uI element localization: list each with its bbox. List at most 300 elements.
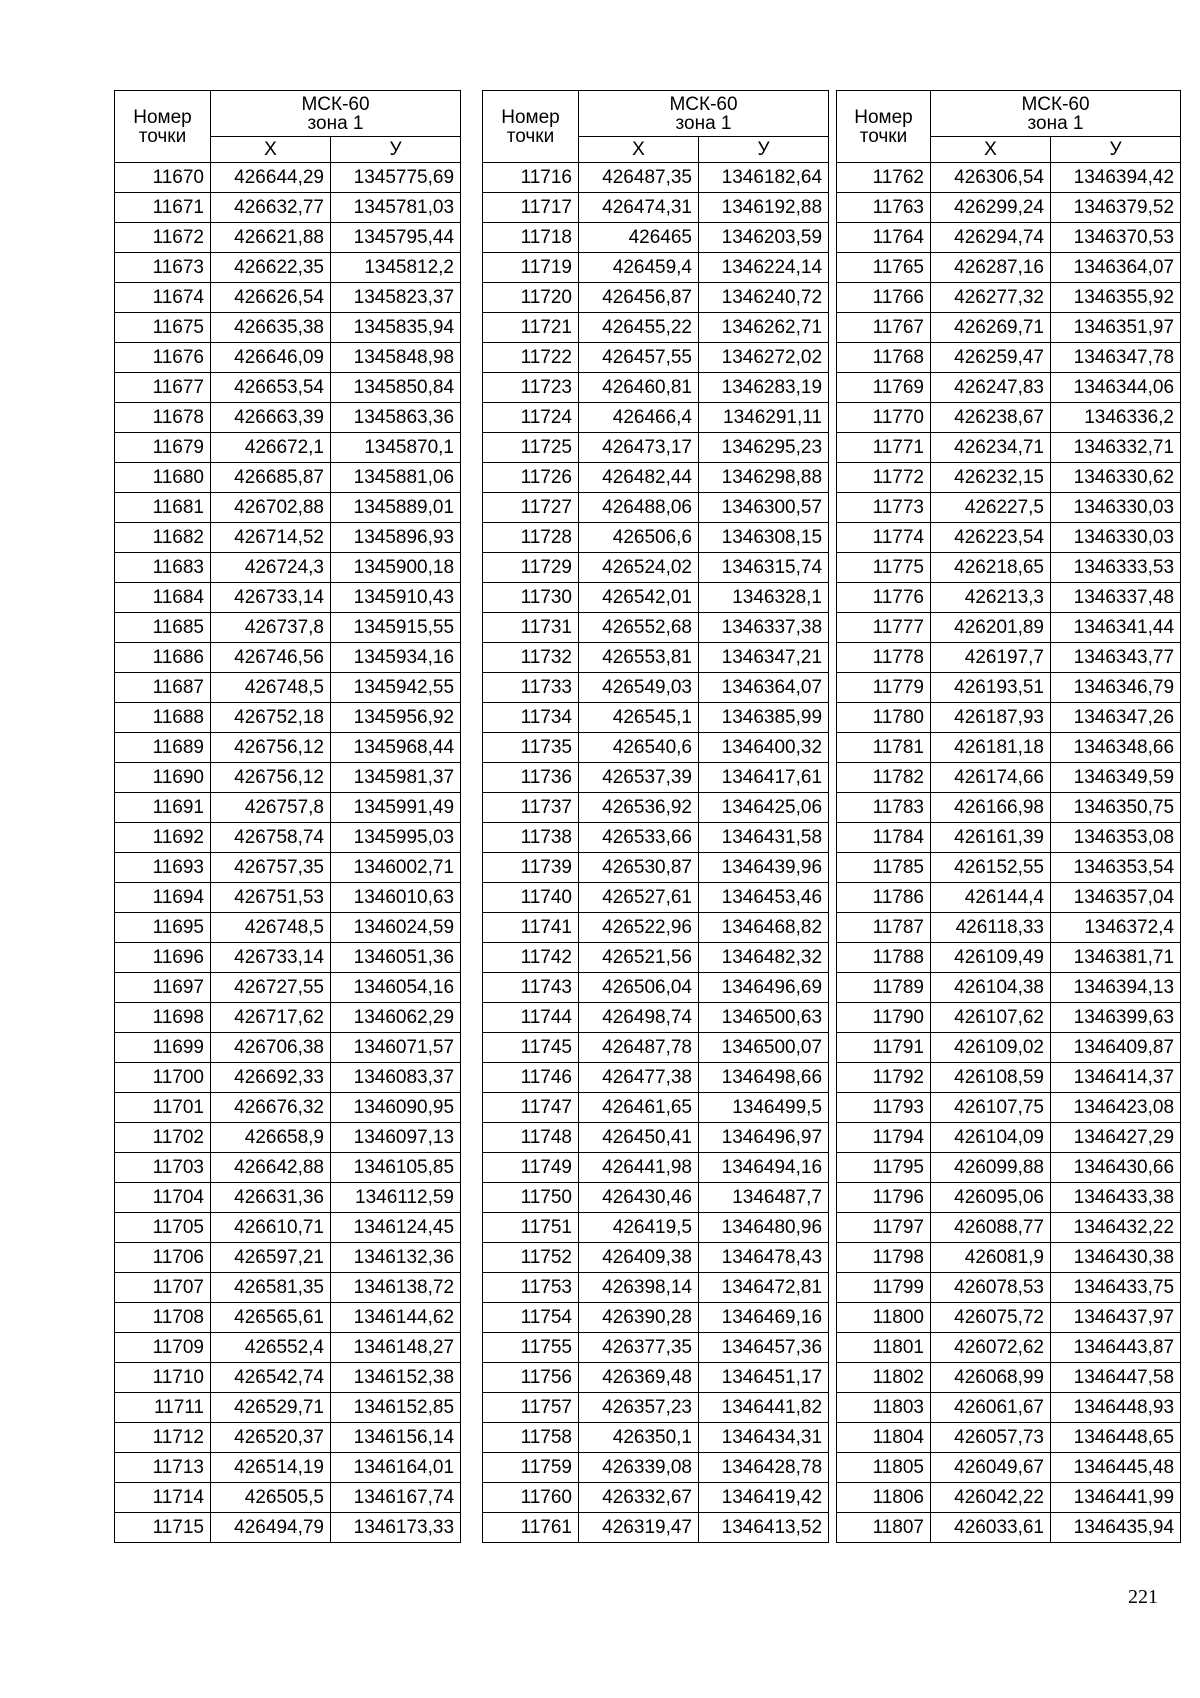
point-number-cell: 11739: [483, 853, 579, 883]
table-row: [483, 1123, 829, 1153]
point-number-cell: 11771: [837, 433, 931, 463]
y-coord-cell: 1346090,95: [331, 1093, 461, 1123]
point-number-cell: 11674: [115, 283, 211, 313]
point-number-cell: 11714: [115, 1483, 211, 1513]
y-coord-cell: 1346414,37: [1051, 1063, 1181, 1093]
table-row: [483, 1303, 829, 1333]
table-row: [115, 1453, 461, 1483]
table-row: [483, 1243, 829, 1273]
table-row: [115, 223, 461, 253]
y-coord-cell: 1346203,59: [699, 223, 829, 253]
header-system-line2: зона 1: [307, 112, 364, 134]
table-row: [483, 1423, 829, 1453]
y-coord-cell: 1346370,53: [1051, 223, 1181, 253]
table-row: [837, 553, 1181, 583]
x-coord-cell: 426057,73: [931, 1423, 1051, 1453]
table-row: [115, 523, 461, 553]
point-number-cell: 11790: [837, 1003, 931, 1033]
y-coord-cell: 1346024,59: [331, 913, 461, 943]
y-coord-cell: 1346394,42: [1051, 163, 1181, 193]
y-coord-cell: 1345812,2: [331, 253, 461, 283]
y-coord-cell: 1345956,92: [331, 703, 461, 733]
y-coord-cell: 1345910,43: [331, 583, 461, 613]
table-row: [115, 163, 461, 193]
x-coord-cell: 426676,32: [211, 1093, 331, 1123]
table-row: [837, 1423, 1181, 1453]
table-row: [483, 853, 829, 883]
table-row: [837, 1213, 1181, 1243]
x-coord-cell: 426748,5: [211, 673, 331, 703]
x-coord-cell: 426144,4: [931, 883, 1051, 913]
point-number-cell: 11764: [837, 223, 931, 253]
x-coord-cell: 426218,65: [931, 553, 1051, 583]
y-coord-cell: 1346417,61: [699, 763, 829, 793]
x-coord-cell: 426108,59: [931, 1063, 1051, 1093]
y-coord-cell: 1346224,14: [699, 253, 829, 283]
point-number-cell: 11779: [837, 673, 931, 703]
x-coord-cell: 426751,53: [211, 883, 331, 913]
point-number-cell: 11797: [837, 1213, 931, 1243]
y-coord-cell: 1346262,71: [699, 313, 829, 343]
y-coord-cell: 1346441,82: [699, 1393, 829, 1423]
y-coord-cell: 1346300,57: [699, 493, 829, 523]
point-number-cell: 11748: [483, 1123, 579, 1153]
x-coord-cell: 426757,8: [211, 793, 331, 823]
y-coord-cell: 1346500,07: [699, 1033, 829, 1063]
point-number-cell: 11740: [483, 883, 579, 913]
point-number-cell: 11766: [837, 283, 931, 313]
table-row: [483, 1153, 829, 1183]
x-coord-cell: 426095,06: [931, 1183, 1051, 1213]
y-coord-cell: 1346192,88: [699, 193, 829, 223]
y-coord-cell: 1346413,52: [699, 1513, 829, 1543]
y-coord-cell: 1346425,06: [699, 793, 829, 823]
table-row: [483, 463, 829, 493]
point-number-cell: 11760: [483, 1483, 579, 1513]
table-row: [115, 193, 461, 223]
point-number-cell: 11769: [837, 373, 931, 403]
x-coord-cell: 426581,35: [211, 1273, 331, 1303]
y-coord-cell: 1346333,53: [1051, 553, 1181, 583]
y-coord-cell: 1346315,74: [699, 553, 829, 583]
table-row: [483, 643, 829, 673]
y-coord-cell: 1346308,15: [699, 523, 829, 553]
x-coord-cell: 426737,8: [211, 613, 331, 643]
point-number-cell: 11756: [483, 1363, 579, 1393]
point-number-cell: 11798: [837, 1243, 931, 1273]
table-row: [115, 1363, 461, 1393]
x-coord-cell: 426350,1: [579, 1423, 699, 1453]
point-number-cell: 11730: [483, 583, 579, 613]
header-point-number: [115, 91, 211, 163]
y-coord-cell: 1346330,62: [1051, 463, 1181, 493]
point-number-cell: 11784: [837, 823, 931, 853]
table-row: [837, 823, 1181, 853]
table-row: [837, 1033, 1181, 1063]
point-number-cell: 11753: [483, 1273, 579, 1303]
x-coord-cell: 426306,54: [931, 163, 1051, 193]
coord-table-1: [114, 90, 461, 1543]
x-coord-cell: 426685,87: [211, 463, 331, 493]
point-number-cell: 11703: [115, 1153, 211, 1183]
y-coord-cell: 1346148,27: [331, 1333, 461, 1363]
table-row: [483, 1513, 829, 1543]
y-coord-cell: 1346453,46: [699, 883, 829, 913]
y-coord-cell: 1346496,69: [699, 973, 829, 1003]
x-coord-cell: 426461,65: [579, 1093, 699, 1123]
table-row: [483, 373, 829, 403]
y-coord-cell: 1345870,1: [331, 433, 461, 463]
y-coord-cell: 1346423,08: [1051, 1093, 1181, 1123]
header-x: Х: [211, 137, 331, 163]
x-coord-cell: 426104,38: [931, 973, 1051, 1003]
x-coord-cell: 426717,62: [211, 1003, 331, 1033]
table-row: [115, 1213, 461, 1243]
y-coord-cell: 1346336,2: [1051, 403, 1181, 433]
point-number-cell: 11750: [483, 1183, 579, 1213]
table-row: [837, 253, 1181, 283]
x-coord-cell: 426294,74: [931, 223, 1051, 253]
x-coord-cell: 426409,38: [579, 1243, 699, 1273]
x-coord-cell: 426319,47: [579, 1513, 699, 1543]
table-row: [483, 253, 829, 283]
x-coord-cell: 426632,77: [211, 193, 331, 223]
table-row: [483, 1333, 829, 1363]
point-number-cell: 11805: [837, 1453, 931, 1483]
point-number-cell: 11672: [115, 223, 211, 253]
y-coord-cell: 1346443,87: [1051, 1333, 1181, 1363]
y-coord-cell: 1346097,13: [331, 1123, 461, 1153]
point-number-cell: 11676: [115, 343, 211, 373]
y-coord-cell: 1346432,22: [1051, 1213, 1181, 1243]
point-number-cell: 11729: [483, 553, 579, 583]
y-coord-cell: 1346430,38: [1051, 1243, 1181, 1273]
x-coord-cell: 426635,38: [211, 313, 331, 343]
x-coord-cell: 426465: [579, 223, 699, 253]
table-row: [483, 493, 829, 523]
table-row: [483, 1003, 829, 1033]
y-coord-cell: 1345915,55: [331, 613, 461, 643]
point-number-cell: 11758: [483, 1423, 579, 1453]
table-row: [837, 1153, 1181, 1183]
x-coord-cell: 426033,61: [931, 1513, 1051, 1543]
table-row: [483, 583, 829, 613]
y-coord-cell: 1346469,16: [699, 1303, 829, 1333]
table-row: [837, 763, 1181, 793]
x-coord-cell: 426332,67: [579, 1483, 699, 1513]
point-number-cell: 11796: [837, 1183, 931, 1213]
table-row: [483, 1273, 829, 1303]
x-coord-cell: 426068,99: [931, 1363, 1051, 1393]
table-row: [837, 943, 1181, 973]
table-row: [115, 373, 461, 403]
y-coord-cell: 1346344,06: [1051, 373, 1181, 403]
point-number-cell: 11759: [483, 1453, 579, 1483]
y-coord-cell: 1345968,44: [331, 733, 461, 763]
point-number-cell: 11761: [483, 1513, 579, 1543]
table-row: [837, 193, 1181, 223]
table-row: [115, 1423, 461, 1453]
table-row: [115, 1303, 461, 1333]
header-y: У: [331, 137, 461, 163]
table-row: [115, 823, 461, 853]
table-row: [115, 1153, 461, 1183]
x-coord-cell: 426460,81: [579, 373, 699, 403]
table-row: [483, 433, 829, 463]
point-number-cell: 11705: [115, 1213, 211, 1243]
point-number-cell: 11794: [837, 1123, 931, 1153]
table-body: [483, 163, 829, 1543]
header-coord-system: [579, 91, 829, 137]
point-number-cell: 11800: [837, 1303, 931, 1333]
table-row: [115, 253, 461, 283]
point-number-cell: 11700: [115, 1063, 211, 1093]
y-coord-cell: 1346167,74: [331, 1483, 461, 1513]
y-coord-cell: 1346435,94: [1051, 1513, 1181, 1543]
y-coord-cell: 1346144,62: [331, 1303, 461, 1333]
point-number-cell: 11772: [837, 463, 931, 493]
table-body: [837, 163, 1181, 1543]
point-number-cell: 11767: [837, 313, 931, 343]
y-coord-cell: 1346434,31: [699, 1423, 829, 1453]
table-row: [837, 1273, 1181, 1303]
y-coord-cell: 1346138,72: [331, 1273, 461, 1303]
table-row: [837, 613, 1181, 643]
table-row: [837, 523, 1181, 553]
x-coord-cell: 426644,29: [211, 163, 331, 193]
x-coord-cell: 426377,35: [579, 1333, 699, 1363]
x-coord-cell: 426107,62: [931, 1003, 1051, 1033]
point-number-cell: 11691: [115, 793, 211, 823]
table-row: [837, 493, 1181, 523]
table-row: [115, 493, 461, 523]
point-number-cell: 11698: [115, 1003, 211, 1033]
x-coord-cell: 426488,06: [579, 493, 699, 523]
x-coord-cell: 426456,87: [579, 283, 699, 313]
header-system-line2: зона 1: [675, 112, 732, 134]
header-point-number: [483, 91, 579, 163]
table-row: [483, 403, 829, 433]
table-row: [115, 463, 461, 493]
header-point-line1: Номер: [133, 106, 192, 128]
x-coord-cell: 426542,74: [211, 1363, 331, 1393]
coord-table-2: [482, 90, 829, 1543]
x-coord-cell: 426549,03: [579, 673, 699, 703]
table-row: [115, 1273, 461, 1303]
x-coord-cell: 426552,4: [211, 1333, 331, 1363]
x-coord-cell: 426161,39: [931, 823, 1051, 853]
point-number-cell: 11774: [837, 523, 931, 553]
y-coord-cell: 1346430,66: [1051, 1153, 1181, 1183]
y-coord-cell: 1346472,81: [699, 1273, 829, 1303]
point-number-cell: 11757: [483, 1393, 579, 1423]
point-number-cell: 11782: [837, 763, 931, 793]
point-number-cell: 11680: [115, 463, 211, 493]
point-number-cell: 11702: [115, 1123, 211, 1153]
point-number-cell: 11762: [837, 163, 931, 193]
x-coord-cell: 426565,61: [211, 1303, 331, 1333]
x-coord-cell: 426702,88: [211, 493, 331, 523]
y-coord-cell: 1345981,37: [331, 763, 461, 793]
table-row: [483, 973, 829, 1003]
y-coord-cell: 1346051,36: [331, 943, 461, 973]
y-coord-cell: 1346437,97: [1051, 1303, 1181, 1333]
x-coord-cell: 426232,15: [931, 463, 1051, 493]
y-coord-cell: 1345889,01: [331, 493, 461, 523]
point-number-cell: 11807: [837, 1513, 931, 1543]
y-coord-cell: 1346439,96: [699, 853, 829, 883]
table-row: [837, 1453, 1181, 1483]
x-coord-cell: 426631,36: [211, 1183, 331, 1213]
x-coord-cell: 426658,9: [211, 1123, 331, 1153]
x-coord-cell: 426527,61: [579, 883, 699, 913]
table-row: [483, 1033, 829, 1063]
x-coord-cell: 426757,35: [211, 853, 331, 883]
point-number-cell: 11693: [115, 853, 211, 883]
point-number-cell: 11709: [115, 1333, 211, 1363]
y-coord-cell: 1346353,54: [1051, 853, 1181, 883]
y-coord-cell: 1346468,82: [699, 913, 829, 943]
y-coord-cell: 1346054,16: [331, 973, 461, 1003]
table-row: [483, 883, 829, 913]
table-row: [837, 343, 1181, 373]
point-number-cell: 11746: [483, 1063, 579, 1093]
y-coord-cell: 1346062,29: [331, 1003, 461, 1033]
header-point-line2: точки: [859, 125, 908, 147]
table-row: [115, 853, 461, 883]
x-coord-cell: 426247,83: [931, 373, 1051, 403]
point-number-cell: 11717: [483, 193, 579, 223]
x-coord-cell: 426514,19: [211, 1453, 331, 1483]
page-number: 221: [1128, 1586, 1158, 1608]
y-coord-cell: 1345863,36: [331, 403, 461, 433]
header-coord-system: [931, 91, 1181, 137]
point-number-cell: 11689: [115, 733, 211, 763]
point-number-cell: 11744: [483, 1003, 579, 1033]
table-row: [115, 793, 461, 823]
x-coord-cell: 426642,88: [211, 1153, 331, 1183]
header-point-line2: точки: [138, 125, 187, 147]
y-coord-cell: 1345942,55: [331, 673, 461, 703]
y-coord-cell: 1345934,16: [331, 643, 461, 673]
x-coord-cell: 426498,74: [579, 1003, 699, 1033]
point-number-cell: 11731: [483, 613, 579, 643]
table-row: [837, 1183, 1181, 1213]
point-number-cell: 11699: [115, 1033, 211, 1063]
x-coord-cell: 426752,18: [211, 703, 331, 733]
table-row: [483, 1093, 829, 1123]
x-coord-cell: 426522,96: [579, 913, 699, 943]
x-coord-cell: 426104,09: [931, 1123, 1051, 1153]
x-coord-cell: 426653,54: [211, 373, 331, 403]
x-coord-cell: 426610,71: [211, 1213, 331, 1243]
y-coord-cell: 1346441,99: [1051, 1483, 1181, 1513]
x-coord-cell: 426494,79: [211, 1513, 331, 1543]
y-coord-cell: 1345781,03: [331, 193, 461, 223]
x-coord-cell: 426088,77: [931, 1213, 1051, 1243]
x-coord-cell: 426487,78: [579, 1033, 699, 1063]
table-row: [115, 1513, 461, 1543]
y-coord-cell: 1346083,37: [331, 1063, 461, 1093]
table-row: [837, 1243, 1181, 1273]
x-coord-cell: 426733,14: [211, 583, 331, 613]
table-row: [115, 613, 461, 643]
x-coord-cell: 426536,92: [579, 793, 699, 823]
table-row: [483, 223, 829, 253]
point-number-cell: 11687: [115, 673, 211, 703]
y-coord-cell: 1345850,84: [331, 373, 461, 403]
x-coord-cell: 426706,38: [211, 1033, 331, 1063]
y-coord-cell: 1346399,63: [1051, 1003, 1181, 1033]
coord-table-3: [836, 90, 1181, 1543]
y-coord-cell: 1346355,92: [1051, 283, 1181, 313]
point-number-cell: 11725: [483, 433, 579, 463]
y-coord-cell: 1345991,49: [331, 793, 461, 823]
table-row: [115, 1093, 461, 1123]
point-number-cell: 11707: [115, 1273, 211, 1303]
y-coord-cell: 1346152,85: [331, 1393, 461, 1423]
x-coord-cell: 426524,02: [579, 553, 699, 583]
point-number-cell: 11713: [115, 1453, 211, 1483]
point-number-cell: 11723: [483, 373, 579, 403]
table-row: [115, 673, 461, 703]
y-coord-cell: 1346478,43: [699, 1243, 829, 1273]
y-coord-cell: 1346332,71: [1051, 433, 1181, 463]
table-row: [115, 1393, 461, 1423]
y-coord-cell: 1346347,21: [699, 643, 829, 673]
table-row: [483, 1363, 829, 1393]
table-row: [483, 283, 829, 313]
x-coord-cell: 426724,3: [211, 553, 331, 583]
x-coord-cell: 426174,66: [931, 763, 1051, 793]
point-number-cell: 11696: [115, 943, 211, 973]
point-number-cell: 11770: [837, 403, 931, 433]
y-coord-cell: 1346347,26: [1051, 703, 1181, 733]
point-number-cell: 11733: [483, 673, 579, 703]
table-row: [115, 1483, 461, 1513]
point-number-cell: 11765: [837, 253, 931, 283]
table-body: [115, 163, 461, 1543]
y-coord-cell: 1346105,85: [331, 1153, 461, 1183]
table-row: [115, 1003, 461, 1033]
x-coord-cell: 426756,12: [211, 763, 331, 793]
table-row: [115, 1063, 461, 1093]
table-row: [115, 1183, 461, 1213]
table-row: [837, 1333, 1181, 1363]
x-coord-cell: 426430,46: [579, 1183, 699, 1213]
x-coord-cell: 426663,39: [211, 403, 331, 433]
x-coord-cell: 426042,22: [931, 1483, 1051, 1513]
point-number-cell: 11799: [837, 1273, 931, 1303]
table-row: [837, 463, 1181, 493]
table-row: [483, 1183, 829, 1213]
point-number-cell: 11773: [837, 493, 931, 523]
x-coord-cell: 426390,28: [579, 1303, 699, 1333]
table-row: [837, 1063, 1181, 1093]
y-coord-cell: 1345881,06: [331, 463, 461, 493]
x-coord-cell: 426269,71: [931, 313, 1051, 343]
table-row: [483, 793, 829, 823]
x-coord-cell: 426553,81: [579, 643, 699, 673]
y-coord-cell: 1346240,72: [699, 283, 829, 313]
x-coord-cell: 426473,17: [579, 433, 699, 463]
point-number-cell: 11670: [115, 163, 211, 193]
x-coord-cell: 426521,56: [579, 943, 699, 973]
y-coord-cell: 1346427,29: [1051, 1123, 1181, 1153]
point-number-cell: 11741: [483, 913, 579, 943]
y-coord-cell: 1346379,52: [1051, 193, 1181, 223]
x-coord-cell: 426259,47: [931, 343, 1051, 373]
